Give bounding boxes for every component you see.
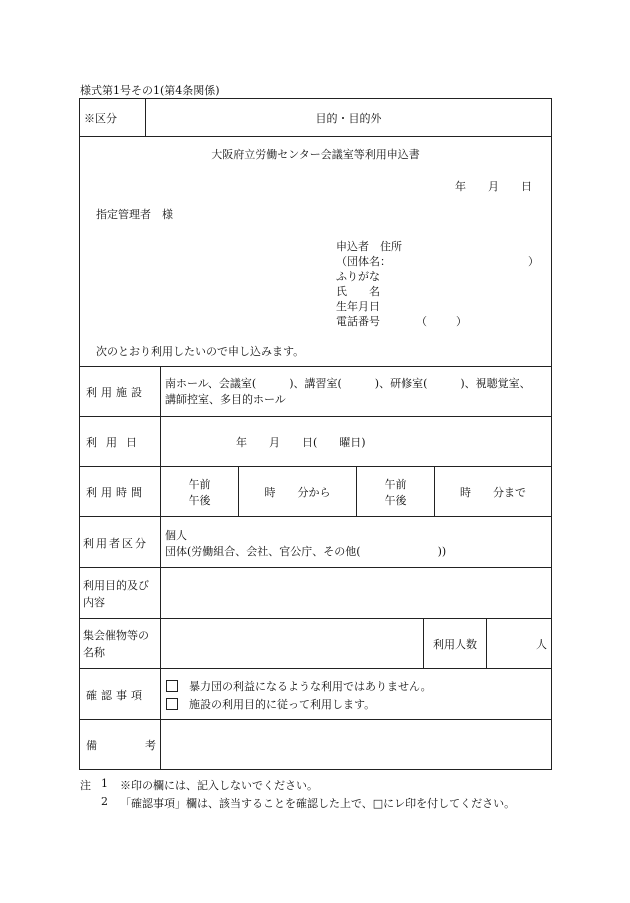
form-title: 大阪府立労働センター会議室等利用申込書 <box>211 148 420 161</box>
applicant-phone-label: 電話番号 <box>336 315 380 328</box>
row-divider <box>79 466 552 467</box>
addressee: 指定管理者 様 <box>96 208 173 221</box>
start-time-value: 時 分から <box>264 486 331 499</box>
notes-prefix: 注 <box>80 779 91 792</box>
row-divider <box>79 366 552 367</box>
row-divider <box>79 567 552 568</box>
start-pm-option: 午後 <box>188 494 211 507</box>
row-divider <box>79 416 552 417</box>
confirmation-checkbox-2[interactable] <box>166 698 178 710</box>
applicant-group-name-close: ） <box>528 255 539 268</box>
row-divider <box>79 719 552 720</box>
event-name-label-line2: 名称 <box>83 646 105 659</box>
table-border-top <box>79 98 552 99</box>
end-time-value: 時 分まで <box>460 486 526 499</box>
use-time-label: 利用時間 <box>86 486 146 499</box>
end-am-option: 午前 <box>384 478 407 491</box>
user-type-label: 利用者区分 <box>83 537 148 550</box>
column-divider <box>486 618 487 668</box>
event-name-label-line1: 集会催物等の <box>83 629 149 642</box>
confirmation-checkbox-1[interactable] <box>166 680 178 692</box>
date-year-label: 年 <box>455 180 466 193</box>
classification-value: 目的・目的外 <box>315 112 382 125</box>
note-1-text: ※印の欄には、記入しないでください。 <box>120 779 318 792</box>
use-date-value: 年 月 日( 曜日) <box>236 436 366 449</box>
row-divider <box>79 516 552 517</box>
facility-options-line1: 南ホール、会議室( )、講習室( )、研修室( )、視聴覚室、 <box>165 377 531 390</box>
purpose-label-line1: 利用目的及び <box>83 579 149 592</box>
remarks-label-right: 考 <box>145 739 156 752</box>
confirmation-label: 確認事項 <box>86 689 146 702</box>
column-divider <box>160 366 161 770</box>
attendance-label: 利用人数 <box>433 638 477 651</box>
facility-label: 利用施設 <box>86 386 146 399</box>
purpose-label-line2: 内容 <box>83 596 105 609</box>
applicant-name-label: 氏 名 <box>336 285 380 298</box>
table-border-bottom <box>79 769 552 770</box>
date-month-label: 月 <box>488 180 499 193</box>
form-number-label: 様式第1号その1(第4条関係) <box>80 84 220 97</box>
applicant-birthdate-label: 生年月日 <box>336 300 380 313</box>
row-divider <box>79 136 552 137</box>
use-date-label: 利用日 <box>86 436 146 449</box>
applicant-furigana-label: ふりがな <box>336 270 380 283</box>
start-am-option: 午前 <box>188 478 211 491</box>
applicant-group-name-label: （団体名： <box>336 255 391 268</box>
attendance-unit: 人 <box>536 638 547 651</box>
table-border-left <box>79 98 80 770</box>
confirmation-item-2: 施設の利用目的に従って利用します。 <box>189 698 376 711</box>
user-type-group: 団体(労働組合、会社、官公庁、その他( )) <box>165 545 447 558</box>
note-2-number: 2 <box>101 795 108 808</box>
row-divider <box>79 668 552 669</box>
classification-label: ※区分 <box>84 112 117 125</box>
row-divider <box>79 618 552 619</box>
note-1-number: 1 <box>101 777 108 790</box>
table-border-right <box>551 98 552 770</box>
date-day-label: 日 <box>521 180 532 193</box>
phone-paren-open: （ <box>416 315 427 328</box>
applicant-address-label: 申込者 住所 <box>336 240 402 253</box>
note-2-text: 「確認事項」欄は、該当することを確認した上で、□にレ印を付してください。 <box>120 797 516 810</box>
phone-paren-close: ） <box>456 315 467 328</box>
remarks-label-left: 備 <box>86 739 97 752</box>
user-type-individual: 個人 <box>165 529 187 542</box>
confirmation-item-1: 暴力団の利益になるような利用ではありません。 <box>189 680 432 693</box>
intro-text: 次のとおり利用したいので申し込みます。 <box>96 345 305 358</box>
end-pm-option: 午後 <box>384 494 407 507</box>
facility-options-line2: 講師控室、多目的ホール <box>165 393 286 406</box>
